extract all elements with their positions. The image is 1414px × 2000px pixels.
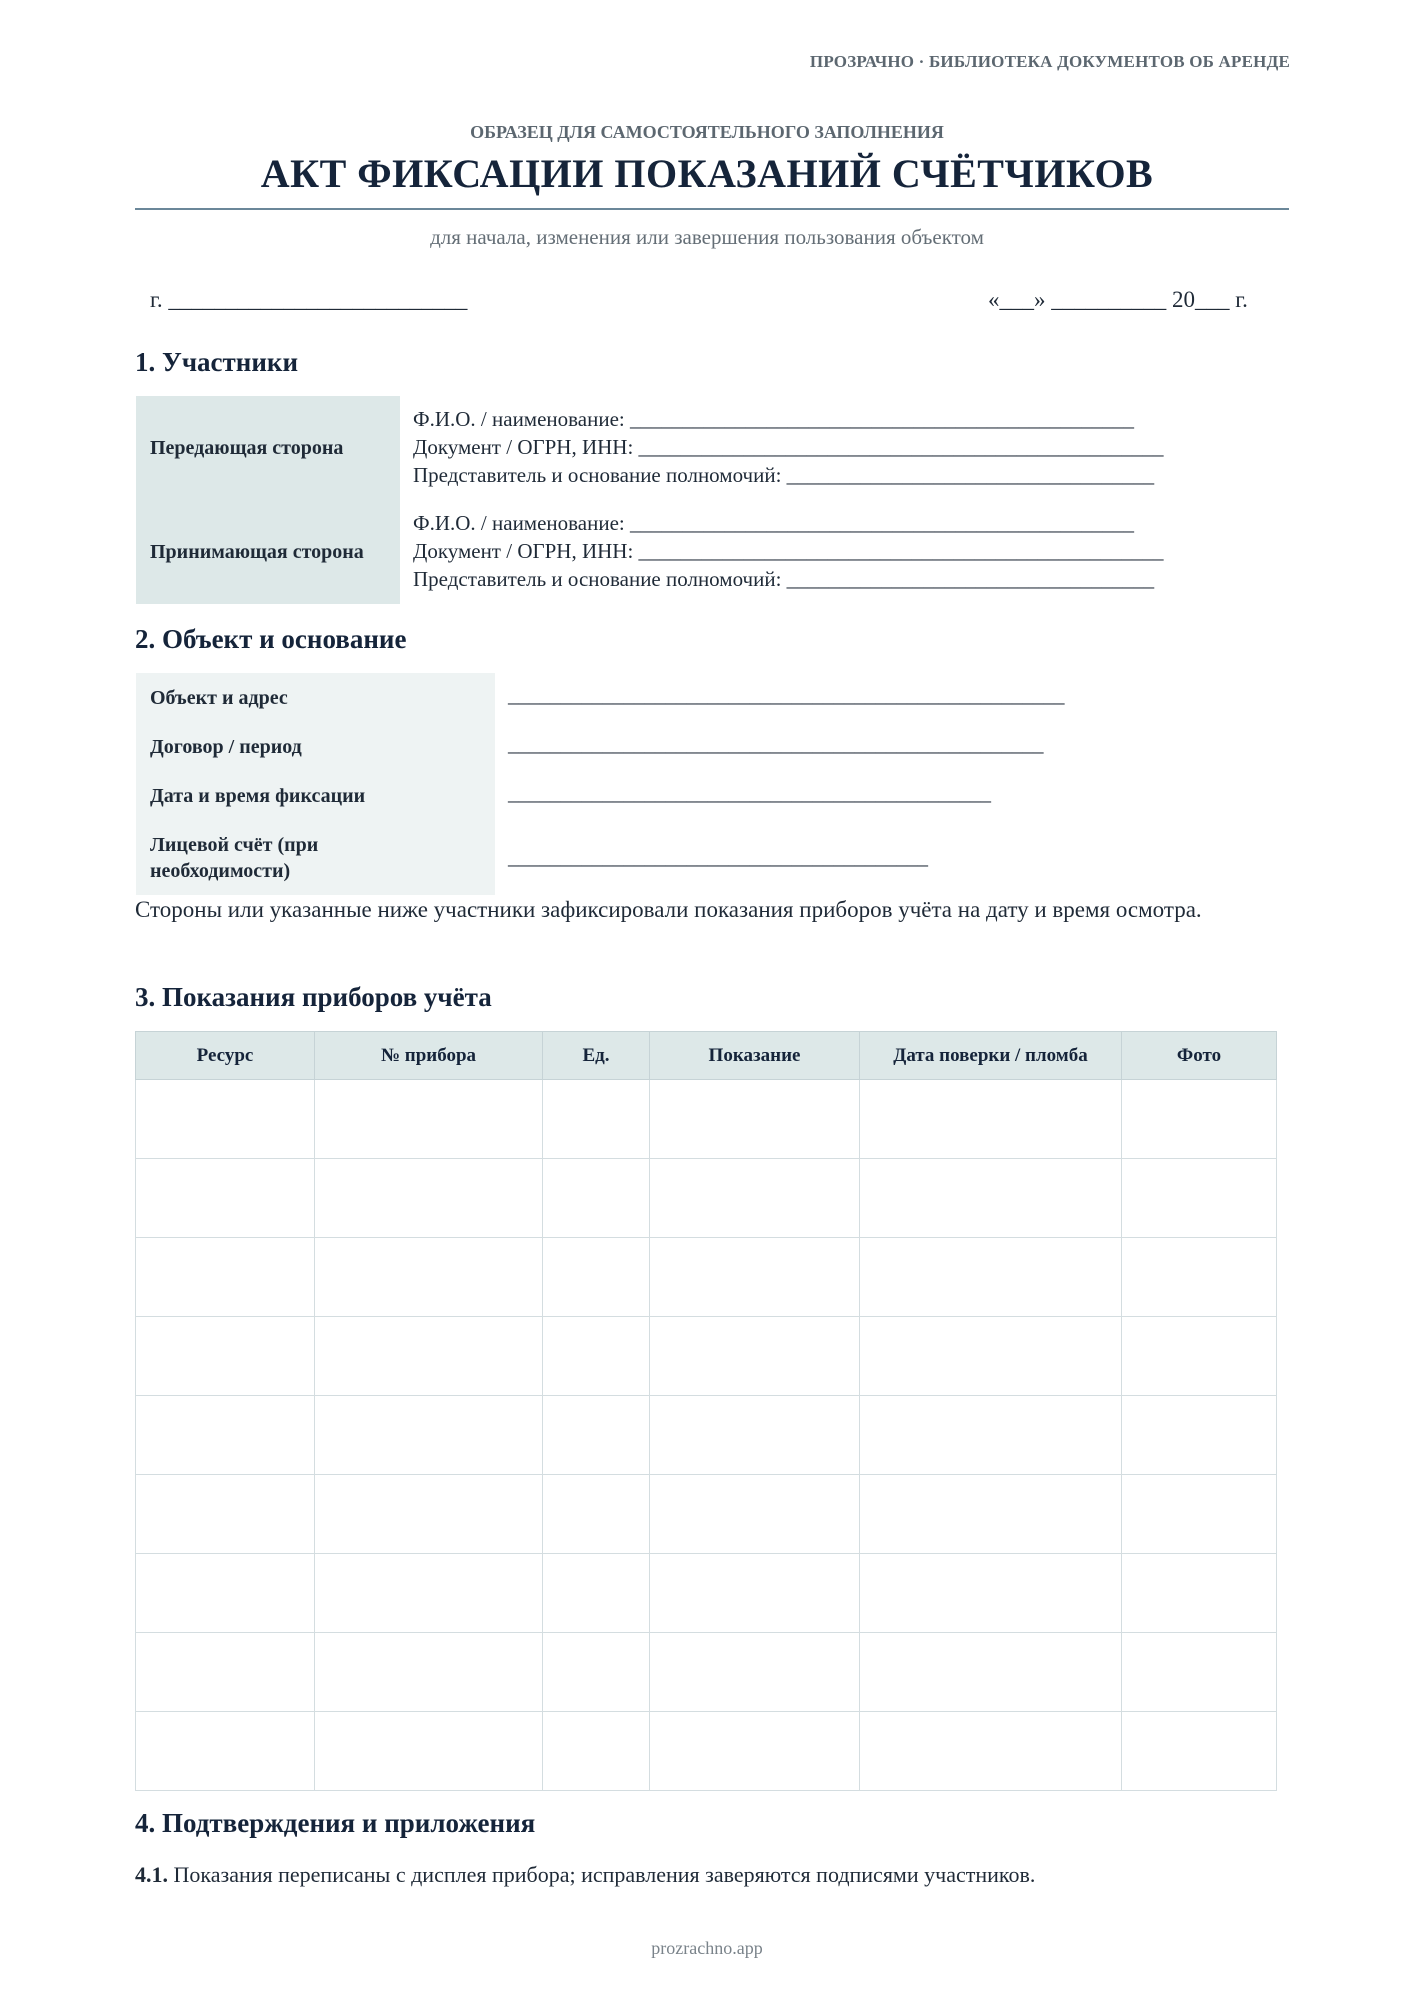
account-number-label: Лицевой счёт (при необходимости) xyxy=(150,834,319,882)
note-number: 4.1. xyxy=(135,1862,168,1887)
table-cell[interactable] xyxy=(1122,1554,1277,1633)
table-cell[interactable] xyxy=(136,1317,315,1396)
fixation-datetime-label: Дата и время фиксации xyxy=(150,785,366,807)
table-cell[interactable] xyxy=(543,1396,650,1475)
table-cell[interactable] xyxy=(860,1396,1122,1475)
table-cell[interactable] xyxy=(315,1317,543,1396)
table-row xyxy=(136,1712,1277,1791)
table-cell[interactable] xyxy=(1122,1712,1277,1791)
section-2-heading: 2. Объект и основание xyxy=(135,624,407,654)
party-document-field[interactable]: Документ / ОГРН, ИНН: __________________________________________________ xyxy=(413,435,1164,459)
table-row xyxy=(136,1633,1277,1712)
table-cell[interactable] xyxy=(136,1159,315,1238)
table-row xyxy=(136,1475,1277,1554)
table-cell[interactable] xyxy=(860,1080,1122,1159)
table-cell[interactable] xyxy=(860,1712,1122,1791)
column-header-photo: Фото xyxy=(1122,1032,1277,1080)
table-cell[interactable] xyxy=(315,1159,543,1238)
table-row xyxy=(136,1080,1277,1159)
table-cell[interactable] xyxy=(1122,1317,1277,1396)
table-cell[interactable] xyxy=(1122,1238,1277,1317)
table-cell[interactable] xyxy=(860,1475,1122,1554)
table-cell[interactable] xyxy=(136,1475,315,1554)
party-document-field[interactable]: Документ / ОГРН, ИНН: __________________________________________________ xyxy=(413,539,1164,563)
contract-period-label: Договор / период xyxy=(150,736,302,758)
table-cell[interactable] xyxy=(650,1475,860,1554)
table-cell[interactable] xyxy=(860,1238,1122,1317)
contract-period-field[interactable]: ___________________________________________________ xyxy=(508,732,1044,756)
fixation-datetime-field[interactable]: ______________________________________________ xyxy=(508,781,991,805)
table-cell[interactable] xyxy=(543,1159,650,1238)
party-representative-field[interactable]: Представитель и основание полномочий: ___________________________________ xyxy=(413,463,1155,487)
column-header-unit: Ед. xyxy=(543,1032,650,1080)
table-cell[interactable] xyxy=(650,1317,860,1396)
account-number-field[interactable]: ________________________________________ xyxy=(508,845,928,869)
table-cell[interactable] xyxy=(650,1396,860,1475)
table-row xyxy=(136,1317,1277,1396)
table-header-row xyxy=(136,1032,1277,1080)
table-cell[interactable] xyxy=(315,1712,543,1791)
column-header-resource: Ресурс xyxy=(136,1032,315,1080)
table-cell[interactable] xyxy=(136,1396,315,1475)
table-cell[interactable] xyxy=(136,1554,315,1633)
table-row xyxy=(136,1396,1277,1475)
section-1-heading: 1. Участники xyxy=(135,347,299,377)
table-cell[interactable] xyxy=(136,1238,315,1317)
table-cell[interactable] xyxy=(543,1712,650,1791)
column-header-meter-number: № прибора xyxy=(315,1032,543,1080)
title-divider xyxy=(135,208,1289,210)
table-cell[interactable] xyxy=(543,1554,650,1633)
table-cell[interactable] xyxy=(136,1712,315,1791)
column-header-reading: Показание xyxy=(650,1032,860,1080)
section-4-heading: 4. Подтверждения и приложения xyxy=(135,1808,536,1838)
table-cell[interactable] xyxy=(315,1475,543,1554)
date-field[interactable]: «___» __________ 20___ г. xyxy=(988,287,1248,312)
table-cell[interactable] xyxy=(543,1475,650,1554)
table-cell[interactable] xyxy=(1122,1475,1277,1554)
table-cell[interactable] xyxy=(650,1080,860,1159)
party-fields-receiving xyxy=(413,509,1164,593)
object-address-field[interactable]: _____________________________________________________ xyxy=(508,683,1065,707)
meter-readings-table xyxy=(135,1031,1277,1791)
object-address-label: Объект и адрес xyxy=(150,687,288,709)
table-row xyxy=(136,1554,1277,1633)
table-cell[interactable] xyxy=(1122,1633,1277,1712)
library-header: ПРОЗРАЧНО · БИБЛИОТЕКА ДОКУМЕНТОВ ОБ АРЕНДЕ xyxy=(809,52,1290,71)
table-cell[interactable] xyxy=(543,1080,650,1159)
table-cell[interactable] xyxy=(543,1317,650,1396)
meter-rows xyxy=(136,1080,1277,1791)
table-cell[interactable] xyxy=(1122,1159,1277,1238)
table-cell[interactable] xyxy=(860,1159,1122,1238)
table-cell[interactable] xyxy=(315,1238,543,1317)
table-cell[interactable] xyxy=(315,1633,543,1712)
table-row xyxy=(136,1159,1277,1238)
form-kicker: ОБРАЗЕЦ ДЛЯ САМОСТОЯТЕЛЬНОГО ЗАПОЛНЕНИЯ xyxy=(470,122,944,142)
document-title: АКТ ФИКСАЦИИ ПОКАЗАНИЙ СЧЁТЧИКОВ xyxy=(260,151,1154,196)
party-representative-field[interactable]: Представитель и основание полномочий: ___________________________________ xyxy=(413,567,1155,591)
table-cell[interactable] xyxy=(315,1080,543,1159)
party-label-transferring: Передающая сторона xyxy=(136,396,400,500)
table-cell[interactable] xyxy=(650,1633,860,1712)
confirmation-note xyxy=(135,1862,1035,1888)
table-cell[interactable] xyxy=(136,1080,315,1159)
table-cell[interactable] xyxy=(315,1554,543,1633)
table-cell[interactable] xyxy=(136,1633,315,1712)
statement-paragraph: Стороны или указанные ниже участники зафиксировали показания приборов учёта на дату и время осмотра. xyxy=(135,897,1202,922)
table-cell[interactable] xyxy=(315,1396,543,1475)
table-cell[interactable] xyxy=(650,1554,860,1633)
table-row xyxy=(136,1238,1277,1317)
table-cell[interactable] xyxy=(860,1554,1122,1633)
note-text: Показания переписаны с дисплея прибора; исправления заверяются подписями участников. xyxy=(168,1862,1036,1887)
table-cell[interactable] xyxy=(650,1159,860,1238)
table-cell[interactable] xyxy=(543,1633,650,1712)
table-cell[interactable] xyxy=(650,1238,860,1317)
party-name-field[interactable]: Ф.И.О. / наименование: ________________________________________________ xyxy=(413,407,1134,431)
party-name-field[interactable]: Ф.И.О. / наименование: ________________________________________________ xyxy=(413,511,1134,535)
document-subtitle: для начала, изменения или завершения пользования объектом xyxy=(430,225,984,249)
table-cell[interactable] xyxy=(860,1317,1122,1396)
section-3-heading: 3. Показания приборов учёта xyxy=(135,982,492,1012)
party-fields-transferring xyxy=(413,405,1164,489)
table-cell[interactable] xyxy=(1122,1396,1277,1475)
table-cell[interactable] xyxy=(860,1633,1122,1712)
footer-link[interactable]: prozrachno.app xyxy=(651,1938,763,1958)
table-cell[interactable] xyxy=(543,1238,650,1317)
column-header-verification: Дата поверки / пломба xyxy=(860,1032,1122,1080)
table-cell[interactable] xyxy=(650,1712,860,1791)
place-field[interactable]: г. __________________________ xyxy=(150,287,468,312)
party-label-receiving: Принимающая сторона xyxy=(136,500,400,604)
table-cell[interactable] xyxy=(1122,1080,1277,1159)
